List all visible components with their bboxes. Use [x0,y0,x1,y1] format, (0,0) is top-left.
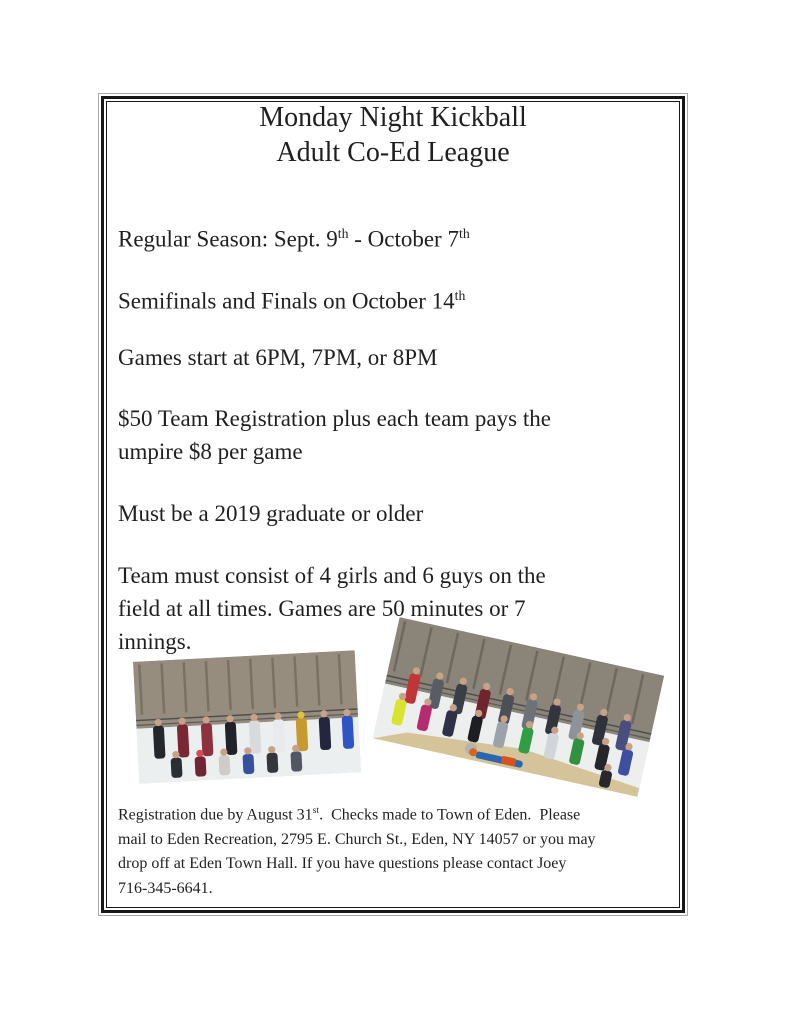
game-times-text: Games start at 6PM, 7PM, or 8PM [118,345,438,370]
team-photo-left [133,650,361,783]
age-requirement-text: Must be a 2019 graduate or older [118,501,424,526]
title-line-1: Monday Night Kickball [259,102,527,133]
registration-details-text: Registration due by August 31st. Checks made to Town of Eden. Please mail to Eden Recreation, 2795 E. Church St., Eden, NY 14057 or you may drop off at Eden Town Hall. If you have questions please contact Joey 716-345-6641. [118,805,596,897]
flyer-title [108,100,678,170]
semifinals-text: Semifinals and Finals on October 14th [118,288,466,314]
title-line-2: Adult Co-Ed League [276,137,510,168]
regular-season-text: Regular Season: Sept. 9th - October 7th [118,226,470,252]
team-composition-text: Team must consist of 4 girls and 6 guys on the field at all times. Games are 50 minutes or 7 innings. [118,563,546,654]
registration-fee-text: $50 Team Registration plus each team pays the umpire $8 per game [118,406,551,464]
